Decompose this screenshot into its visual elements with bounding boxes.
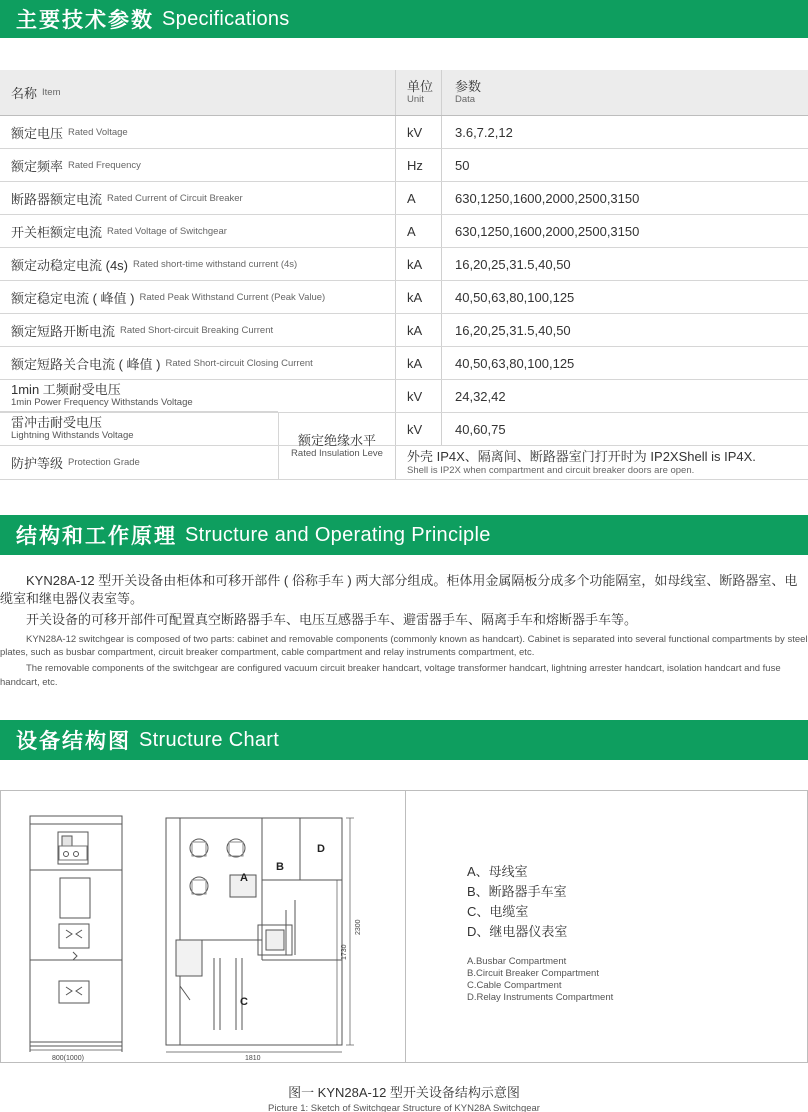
row-value: 40,60,75 [455, 421, 506, 437]
row-unit: kA [407, 289, 423, 305]
row-item-en: Rated Voltage [68, 126, 128, 138]
protection-en: Protection Grade [68, 457, 140, 468]
row-unit: Hz [407, 157, 423, 173]
legend-item-a-en: A.Busbar Compartment [467, 956, 567, 967]
header-item-en: Item [42, 87, 61, 98]
row-item-en: Rated Short-circuit Breaking Current [120, 324, 274, 336]
table-row [0, 116, 808, 149]
row-item-cn: 额定动稳定电流 (4s) [11, 257, 129, 273]
table-row [0, 281, 808, 314]
protection-value-cn: 外壳 IP4X、隔离间、断路器室门打开时为 IP2XShell is IP4X. [407, 449, 756, 464]
header-data [441, 70, 808, 115]
header-unit [395, 70, 441, 115]
switchgear-drawing [0, 790, 404, 1063]
legend-item-a-cn: A、母线室 [467, 864, 528, 879]
legend-item-b-cn: B、断路器手车室 [467, 884, 567, 899]
row-value: 40,50,63,80,100,125 [455, 289, 575, 305]
structure-paragraph-cn-1: KYN28A-12 型开关设备由柜体和可移开部件 ( 俗称手车 ) 两大部分组成。柜体用金属隔板分成多个功能隔室，如母线室、断路器室、电缆室和继电器仪表室等。 [0, 573, 798, 606]
chart-legend [467, 862, 613, 1004]
row-item-en: Rated Current of Circuit Breaker [107, 192, 243, 204]
table-row [0, 347, 808, 380]
legend-item-b-en: B.Circuit Breaker Compartment [467, 968, 599, 979]
header-item [0, 70, 395, 115]
table-row [0, 182, 808, 215]
row-item-cn: 额定电压 [11, 125, 64, 141]
power-frequency-en: 1min Power Frequency Withstands Voltage [11, 396, 193, 408]
row-item-en: Rated short-time withstand current (4s) [133, 258, 298, 270]
structure-paragraph-en-2: The removable components of the switchgear are configured vacuum circuit breaker handcart, voltage transformer handcart, lightning arrester handcart, isolation handcart and fuse handcart, etc. [0, 663, 781, 688]
row-unit: A [407, 223, 416, 239]
row-value: 3.6,7.2,12 [455, 124, 513, 140]
compartment-d-label: D [317, 843, 325, 855]
row-item-cn: 额定短路关合电流 ( 峰值 ) [11, 356, 161, 372]
section-title-en: Specifications [162, 7, 290, 30]
front-view [30, 816, 122, 1052]
height-mid-label: 1730 [341, 944, 348, 960]
table-row [0, 314, 808, 347]
height-total-label: 2300 [355, 919, 362, 935]
row-value: 24,32,42 [455, 388, 506, 404]
header-data-cn: 参数 [455, 78, 482, 94]
row-item-cn: 额定稳定电流 ( 峰值 ) [11, 290, 135, 306]
row-item-en: Rated Voltage of Switchgear [107, 225, 227, 237]
figure-caption [0, 1082, 808, 1112]
power-frequency-cn: 1min 工频耐受电压 [11, 381, 121, 397]
legend-item-c-cn: C、电缆室 [467, 904, 529, 919]
protection-value-en: Shell is IP2X when compartment and circuit breaker doors are open. [407, 464, 695, 476]
table-row-lightning [0, 413, 808, 446]
insulation-group-cn: 额定绝缘水平 [297, 432, 376, 448]
section-title-cn: 设备结构图 [16, 729, 131, 753]
row-item-cn: 断路器额定电流 [11, 191, 103, 207]
chart-divider [405, 791, 406, 1062]
side-view [166, 818, 354, 1052]
lightning-cn: 雷冲击耐受电压 [11, 415, 103, 431]
table-row [0, 149, 808, 182]
side-depth-label: 1810 [245, 1055, 261, 1062]
section-header-structure [0, 515, 808, 555]
legend-item-d-cn: D、继电器仪表室 [467, 924, 568, 939]
table-row [0, 215, 808, 248]
section-title-cn: 结构和工作原理 [16, 524, 177, 548]
row-value: 16,20,25,31.5,40,50 [455, 322, 571, 338]
legend-item-d-en: D.Relay Instruments Compartment [467, 992, 614, 1003]
header-data-en: Data [455, 93, 476, 105]
structure-description [0, 572, 808, 689]
table-header-row [0, 70, 808, 116]
protection-cn: 防护等级 [11, 456, 64, 471]
insulation-group-label [278, 413, 395, 479]
compartment-b-label: B [276, 861, 284, 873]
row-item-en: Rated Short-circuit Closing Current [165, 357, 313, 369]
row-unit: kV [407, 421, 423, 437]
row-value: 50 [455, 157, 470, 173]
insulation-group-en: Rated Insulation Leve [291, 448, 383, 460]
row-item-cn: 额定频率 [11, 158, 64, 174]
section-header-structure-chart [0, 720, 808, 760]
compartment-a-label: A [240, 872, 248, 884]
section-header-specifications [0, 0, 808, 38]
table-row-protection [0, 446, 808, 480]
specifications-table [0, 70, 808, 480]
table-row-power-frequency [0, 380, 808, 413]
row-item-en: Rated Peak Withstand Current (Peak Value) [139, 291, 326, 303]
table-row [0, 248, 808, 281]
row-value: 16,20,25,31.5,40,50 [455, 256, 571, 272]
structure-paragraph-cn-2: 开关设备的可移开部件可配置真空断路器手车、电压互感器手车、避雷器手车、隔离手车和熔断器手车等。 [26, 611, 638, 627]
compartment-c-label: C [240, 996, 248, 1008]
caption-en: Picture 1: Sketch of Switchgear Structure of KYN28A Switchgear [268, 1103, 540, 1112]
row-unit: A [407, 190, 416, 206]
lightning-en: Lightning Withstands Voltage [11, 430, 134, 441]
row-item-cn: 开关柜额定电流 [11, 224, 103, 240]
row-unit: kA [407, 322, 423, 338]
header-unit-en: Unit [407, 93, 424, 105]
header-unit-cn: 单位 [407, 78, 434, 94]
row-value: 630,1250,1600,2000,2500,3150 [455, 190, 640, 206]
row-unit: kA [407, 256, 423, 272]
section-title-en: Structure and Operating Principle [185, 523, 491, 546]
row-unit: kA [407, 355, 423, 371]
row-item-cn: 额定短路开断电流 [11, 323, 116, 339]
caption-cn: 图一 KYN28A-12 型开关设备结构示意图 [288, 1085, 520, 1100]
header-item-cn: 名称 [11, 86, 38, 101]
section-title-en: Structure Chart [139, 728, 280, 751]
row-unit: kV [407, 124, 423, 140]
row-unit: kV [407, 388, 423, 404]
section-title-cn: 主要技术参数 [16, 8, 154, 32]
structure-paragraph-en-1: KYN28A-12 switchgear is composed of two parts: cabinet and removable components (commonly known as handcart). Cabinet is separated into several functional compartments by steel plates, such as busbar compartment, circuit breaker compartment, cable compartment and relay instruments compartment, etc. [0, 633, 808, 659]
legend-item-c-en: C.Cable Compartment [467, 980, 562, 991]
row-value: 40,50,63,80,100,125 [455, 355, 575, 371]
front-width-label: 800(1000) [52, 1055, 84, 1062]
row-value: 630,1250,1600,2000,2500,3150 [455, 223, 640, 239]
row-item-en: Rated Frequency [68, 159, 141, 171]
